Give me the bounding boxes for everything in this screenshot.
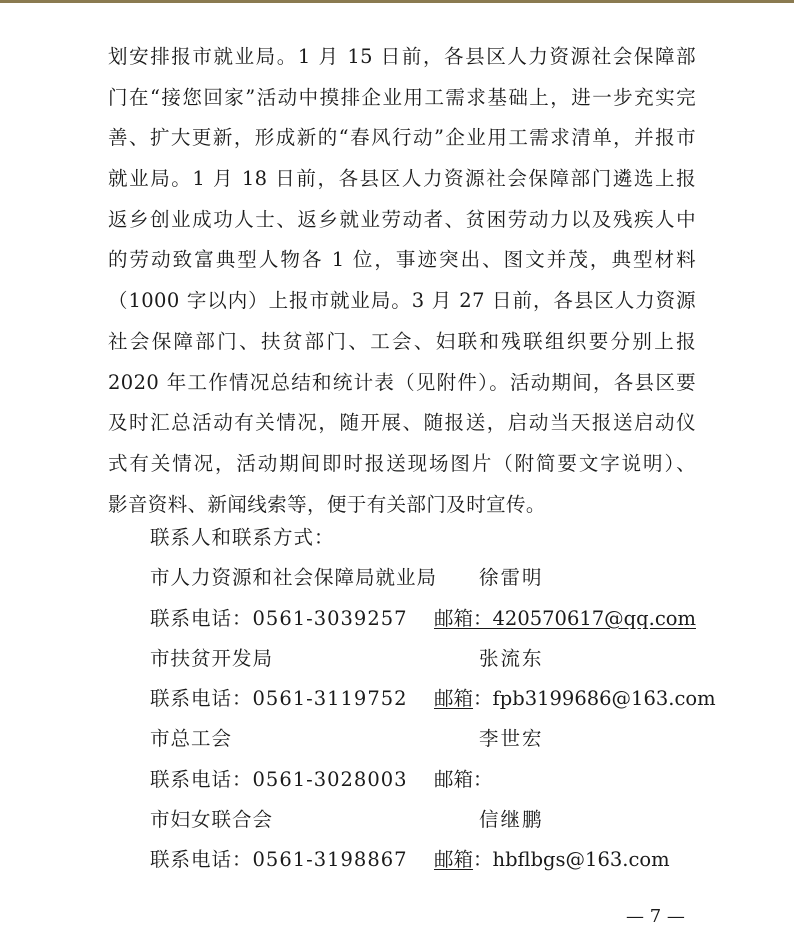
contact-heading: 联系人和联系方式： [150, 526, 335, 549]
contact-person: 信继鹏 [479, 808, 544, 832]
mail-value: ： [473, 767, 493, 791]
contact-phone-row [150, 840, 710, 880]
paragraph-line: 门在“接您回家”活动中摸排企业用工需求基础上，进一步充实完 [108, 85, 696, 109]
contact-phone-row [150, 679, 716, 719]
contact-mail [434, 760, 493, 800]
paragraph-line: 2020 年工作情况总结和统计表（见附件）。活动期间，各县区要 [108, 370, 696, 394]
contact-org: 市总工会 [150, 727, 233, 751]
contact-list [150, 518, 716, 881]
contact-phone: 联系电话：0561-3039257 [150, 606, 408, 630]
contact-phone: 联系电话：0561-3198867 [150, 848, 408, 872]
page-number: — 7 — [626, 906, 685, 927]
paragraph-line: 划安排报市就业局。1 月 15 日前，各县区人力资源社会保障部 [108, 45, 696, 68]
mail-value: ：fpb3199686@163.com [473, 687, 716, 711]
mail-label: 邮箱 [434, 767, 474, 791]
mail-link[interactable]: ：420570617@qq.com [473, 606, 696, 630]
paragraph-line: 善、扩大更新，形成新的“春风行动”企业用工需求清单，并报市 [108, 126, 696, 150]
paragraph-line: 的劳动致富典型人物各 1 位，事迹突出、图文并茂，典型材料 [108, 248, 696, 272]
paragraph-line: 式有关情况，活动期间即时报送现场图片（附简要文字说明）、 [108, 451, 696, 475]
contact-org-row [150, 639, 710, 679]
contact-phone: 联系电话：0561-3028003 [150, 767, 408, 791]
contact-mail [434, 599, 696, 639]
contact-person: 李世宏 [479, 727, 544, 751]
contact-phone-row [150, 599, 710, 639]
paragraph-line: 返乡创业成功人士、返乡就业劳动者、贫困劳动力以及残疾人中 [108, 207, 696, 231]
contact-person: 徐雷明 [479, 566, 544, 590]
mail-label: 邮箱 [434, 848, 474, 872]
contact-phone: 联系电话：0561-3119752 [150, 687, 408, 711]
contact-org-row [150, 800, 710, 840]
paragraph-line: 影音资料、新闻线索等，便于有关部门及时宣传。 [108, 492, 546, 516]
top-border-rule [0, 0, 794, 3]
contact-org: 市人力资源和社会保障局就业局 [150, 566, 438, 590]
contact-org-row [150, 719, 710, 759]
contact-phone-row [150, 760, 710, 800]
paragraph-line: 及时汇总活动有关情况，随开展、随报送，启动当天报送启动仪 [108, 411, 696, 435]
mail-label: 邮箱 [434, 606, 474, 630]
contact-mail [434, 840, 670, 880]
contact-org-row [150, 558, 710, 598]
body-paragraph [108, 37, 696, 525]
mail-label: 邮箱 [434, 687, 474, 711]
mail-value: ：hbflbgs@163.com [473, 848, 670, 872]
paragraph-line: 社会保障部门、扶贫部门、工会、妇联和残联组织要分别上报 [108, 329, 696, 353]
contact-mail [434, 679, 716, 719]
paragraph-line: 就业局。1 月 18 日前，各县区人力资源社会保障部门遴选上报 [108, 167, 696, 191]
paragraph-line: （1000 字以内）上报市就业局。3 月 27 日前，各县区人力资源 [108, 289, 696, 313]
contact-heading-row [150, 518, 710, 558]
contact-org: 市扶贫开发局 [150, 646, 274, 670]
contact-person: 张流东 [479, 646, 544, 670]
contact-org: 市妇女联合会 [150, 808, 274, 832]
